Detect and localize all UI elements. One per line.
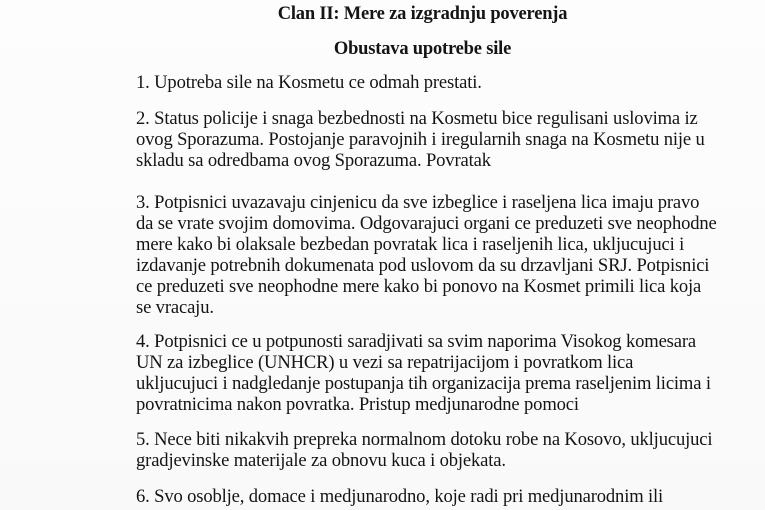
paragraph-line: 5. Nece biti nikakvih prepreka normalnom dotoku robe na Kosovo, ukljucujuci [136,429,713,450]
paragraph-line: ce preduzeti sve neophodne mere kako bi ponovo na Kosmet primili lica koja [136,276,702,297]
paragraph-5 [136,429,765,471]
paragraph-line: skladu sa odredbama ovog Sporazuma. Povratak [136,150,491,171]
paragraph-line: povratnicima nakon povratka. Pristup medjunarodne pomoci [136,394,579,415]
section-subheading: Obustava upotrebe sile [333,39,512,59]
paragraph-line: ovog Sporazuma. Postojanje paravojnih i iregularnih snaga na Kosmetu nije u [136,129,705,150]
article-heading: Clan II: Mere za izgradnju poverenja [277,4,568,24]
paragraph-line: 4. Potpisnici ce u potpunosti saradjivati sa svim naporima Visokog komesara [136,331,696,352]
paragraph-line: mere kako bi olaksale bezbedan povratak lica i raseljenih lica, ukljucujuci i [136,234,685,255]
paragraph-1 [136,72,765,93]
paragraph-4 [136,331,765,415]
paragraph-line: 3. Potpisnici uvazavaju cinjenicu da sve izbeglice i raseljena lica imaju pravo [136,192,700,213]
paragraph-line: 6. Svo osoblje, domace i medjunarodno, koje radi pri medjunarodnim ili [136,486,664,507]
paragraph-line: da se vrate svojim domovima. Odgovarajuci organi ce preduzeti sve neophodne [136,213,717,234]
paragraph-line: 1. Upotreba sile na Kosmetu ce odmah prestati. [136,72,482,93]
paragraph-6 [136,486,765,507]
paragraph-line: 2. Status policije i snaga bezbednosti na Kosmetu bice regulisani uslovima iz [136,108,698,129]
paragraph-line: UN za izbeglice (UNHCR) u vezi sa repatrijacijom i povratkom lica [136,352,634,373]
paragraph-line: gradjevinske materijale za obnovu kuca i objekata. [136,450,506,471]
paragraph-line: se vracaju. [136,297,214,318]
paragraph-3 [136,192,765,318]
paragraph-line: izdavanje potrebnih dokumenata pod uslovom da su drzavljani SRJ. Potpisnici [136,255,710,276]
paragraph-line: ukljucujuci i nadgledanje postupanja tih organizacija prema raseljenim licima i [136,373,711,394]
paragraph-2 [136,108,765,171]
